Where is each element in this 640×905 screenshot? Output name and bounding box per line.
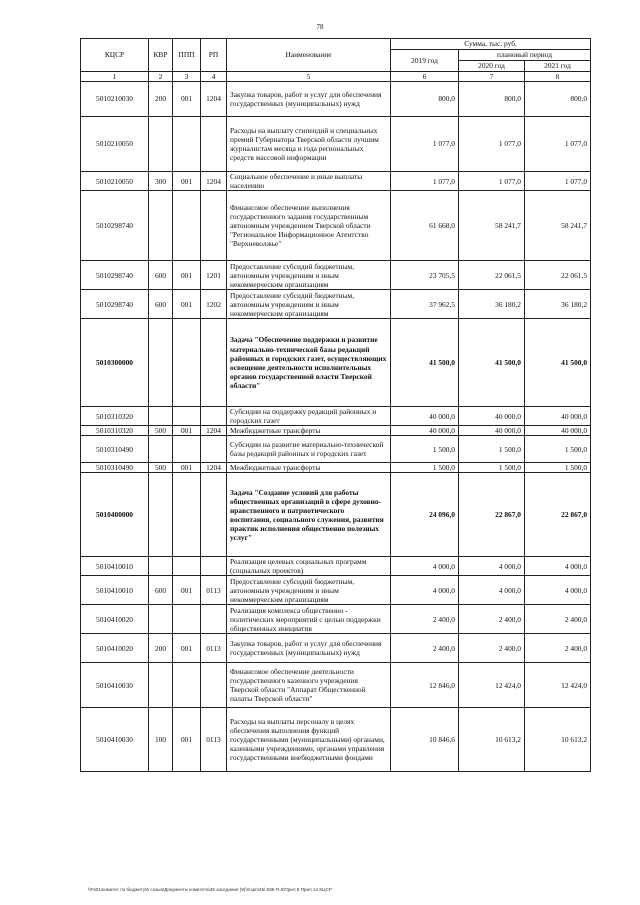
name-cell: Предоставление субсидий бюджетным, автономным учреждениям и иным некоммерческим организациям [227, 261, 391, 290]
sum-2020-cell: 1 077,0 [459, 117, 525, 172]
sum-2019-cell: 4 000,0 [391, 557, 459, 576]
ppp-cell [173, 436, 201, 463]
ppp-cell: 001 [173, 290, 201, 319]
kvr-cell: 200 [149, 82, 173, 117]
table-row [81, 605, 591, 634]
name-cell: Межбюджетные трансферты [227, 463, 391, 473]
column-index: 6 [391, 72, 459, 82]
table-body [81, 82, 591, 772]
table-row [81, 426, 591, 436]
table-row [81, 172, 591, 191]
kvr-cell: 600 [149, 261, 173, 290]
sum-2019-cell: 37 962,5 [391, 290, 459, 319]
sum-2019-cell: 40 000,0 [391, 426, 459, 436]
kvr-cell: 100 [149, 708, 173, 772]
kcsr-cell: 5010300000 [81, 319, 149, 407]
header-2020: 2020 год [459, 61, 525, 72]
sum-2020-cell: 1 500,0 [459, 436, 525, 463]
table-row [81, 82, 591, 117]
kcsr-cell: 5010410010 [81, 576, 149, 605]
sum-2020-cell: 22 867,0 [459, 473, 525, 557]
sum-2021-cell: 40 000,0 [525, 407, 591, 426]
column-index: 3 [173, 72, 201, 82]
table-row [81, 117, 591, 172]
sum-2019-cell: 41 500,0 [391, 319, 459, 407]
name-cell: Субсидии на поддержку редакций районных и городских газет [227, 407, 391, 426]
table-row [81, 576, 591, 605]
header-2019: 2019 год [391, 50, 459, 72]
sum-2021-cell: 40 000,0 [525, 426, 591, 436]
sum-2020-cell: 12 424,0 [459, 663, 525, 708]
rp-cell [201, 473, 227, 557]
header-rp: РП [201, 39, 227, 72]
name-cell: Задача "Обеспечение поддержки и развитие материально-технической базы редакций районных и городских газет, осуществляющих освещение деятельности исполнительных органов государственной власти Тверской области" [227, 319, 391, 407]
sum-2019-cell: 2 400,0 [391, 605, 459, 634]
rp-cell: 0113 [201, 634, 227, 663]
sum-2021-cell: 12 424,0 [525, 663, 591, 708]
header-ppp: ППП [173, 39, 201, 72]
kcsr-cell: 5010310320 [81, 407, 149, 426]
kcsr-cell: 5010310320 [81, 426, 149, 436]
sum-2020-cell: 4 000,0 [459, 557, 525, 576]
table-row [81, 557, 591, 576]
column-index: 7 [459, 72, 525, 82]
rp-cell: 1204 [201, 82, 227, 117]
sum-2020-cell: 36 180,2 [459, 290, 525, 319]
budget-table [80, 38, 591, 772]
kcsr-cell: 5010210050 [81, 117, 149, 172]
sum-2020-cell: 40 000,0 [459, 407, 525, 426]
sum-2021-cell: 2 400,0 [525, 605, 591, 634]
sum-2019-cell: 1 077,0 [391, 117, 459, 172]
sum-2021-cell: 22 061,5 [525, 261, 591, 290]
sum-2021-cell: 4 000,0 [525, 557, 591, 576]
name-cell: Предоставление субсидий бюджетным, автономным учреждениям и иным некоммерческим организациям [227, 290, 391, 319]
ppp-cell [173, 407, 201, 426]
sum-2019-cell: 61 668,0 [391, 191, 459, 261]
rp-cell: 1204 [201, 463, 227, 473]
name-cell: Закупка товаров, работ и услуг для обеспечения государственных (муниципальных) нужд [227, 634, 391, 663]
name-cell: Социальное обеспечение и иные выплаты населению [227, 172, 391, 191]
sum-2019-cell: 40 000,0 [391, 407, 459, 426]
column-index-row [81, 72, 591, 82]
ppp-cell: 001 [173, 172, 201, 191]
kcsr-cell: 5010310490 [81, 463, 149, 473]
kvr-cell [149, 663, 173, 708]
header-kvr: КВР [149, 39, 173, 72]
kcsr-cell: 5010298740 [81, 261, 149, 290]
name-cell: Предоставление субсидий бюджетным, автономным учреждениям и иным некоммерческим организациям [227, 576, 391, 605]
ppp-cell: 001 [173, 82, 201, 117]
ppp-cell [173, 117, 201, 172]
sum-2021-cell: 2 400,0 [525, 634, 591, 663]
sum-2020-cell: 2 400,0 [459, 605, 525, 634]
kvr-cell: 500 [149, 426, 173, 436]
ppp-cell: 001 [173, 576, 201, 605]
column-index: 4 [201, 72, 227, 82]
table-row [81, 261, 591, 290]
name-cell: Реализация комплекса общественно - политических мероприятий с целью поддержки общественных инициатив [227, 605, 391, 634]
sum-2019-cell: 12 846,0 [391, 663, 459, 708]
kcsr-cell: 5010400000 [81, 473, 149, 557]
page-number: 78 [316, 23, 324, 31]
kvr-cell [149, 436, 173, 463]
sum-2021-cell: 1 500,0 [525, 436, 591, 463]
rp-cell [201, 191, 227, 261]
rp-cell [201, 663, 227, 708]
table-row [81, 290, 591, 319]
table-row [81, 463, 591, 473]
kvr-cell [149, 605, 173, 634]
table-row [81, 407, 591, 426]
sum-2021-cell: 4 000,0 [525, 576, 591, 605]
ppp-cell [173, 473, 201, 557]
file-path-footer: \\Fs01\комитет по бюджету\6 созыв\Документы комитета\45 заседание (9)\п\зрп\45\ 838-П-6\Прил 8 Прил 14 КЦСР [88, 887, 332, 892]
name-cell: Межбюджетные трансферты [227, 426, 391, 436]
header-name: Наименование [227, 39, 391, 72]
rp-cell: 1202 [201, 290, 227, 319]
kcsr-cell: 5010298740 [81, 191, 149, 261]
sum-2020-cell: 1 500,0 [459, 463, 525, 473]
sum-2019-cell: 23 705,5 [391, 261, 459, 290]
kcsr-cell: 5010410030 [81, 663, 149, 708]
kcsr-cell: 5010410030 [81, 708, 149, 772]
sum-2020-cell: 22 061,5 [459, 261, 525, 290]
rp-cell: 1201 [201, 261, 227, 290]
ppp-cell: 001 [173, 426, 201, 436]
sum-2020-cell: 800,0 [459, 82, 525, 117]
name-cell: Финансовое обеспечение деятельности государственного казенного учреждения Тверской области "Аппарат Общественной палаты Тверской области" [227, 663, 391, 708]
ppp-cell [173, 557, 201, 576]
table-row [81, 436, 591, 463]
rp-cell: 1204 [201, 426, 227, 436]
sum-2019-cell: 800,0 [391, 82, 459, 117]
header-2021: 2021 год [525, 61, 591, 72]
rp-cell [201, 117, 227, 172]
rp-cell [201, 605, 227, 634]
name-cell: Расходы на выплату стипендий и специальных премий Губернатора Тверской области лучшим журналистам месяца и года региональных средств массовой информации [227, 117, 391, 172]
rp-cell [201, 557, 227, 576]
kcsr-cell: 5010210030 [81, 82, 149, 117]
header-kcsr: КЦСР [81, 39, 149, 72]
table-row [81, 473, 591, 557]
rp-cell [201, 436, 227, 463]
name-cell: Реализация целевых социальных программ (социальных проектов) [227, 557, 391, 576]
kvr-cell [149, 473, 173, 557]
sum-2021-cell: 22 867,0 [525, 473, 591, 557]
kvr-cell: 300 [149, 172, 173, 191]
sum-2021-cell: 1 077,0 [525, 117, 591, 172]
sum-2020-cell: 1 077,0 [459, 172, 525, 191]
sum-2019-cell: 4 000,0 [391, 576, 459, 605]
sum-2020-cell: 10 613,2 [459, 708, 525, 772]
table-row [81, 634, 591, 663]
ppp-cell [173, 319, 201, 407]
name-cell: Задача "Создание условий для работы общественных организаций в сфере духовно-нравственного и патриотического воспитания, социального служения, развития практик исполнения общественно полезных услуг" [227, 473, 391, 557]
sum-2019-cell: 1 077,0 [391, 172, 459, 191]
rp-cell [201, 407, 227, 426]
name-cell: Закупка товаров, работ и услуг для обеспечения государственных (муниципальных) нужд [227, 82, 391, 117]
rp-cell [201, 319, 227, 407]
sum-2019-cell: 10 846,6 [391, 708, 459, 772]
kvr-cell: 200 [149, 634, 173, 663]
name-cell: Расходы на выплаты персоналу в целях обеспечения выполнения функций государственными (муниципальными) органами, казенными учреждениями, органами управления государственными внебюджетными фондами [227, 708, 391, 772]
sum-2019-cell: 24 096,0 [391, 473, 459, 557]
kcsr-cell: 5010310490 [81, 436, 149, 463]
table-row [81, 319, 591, 407]
kvr-cell [149, 557, 173, 576]
ppp-cell: 001 [173, 463, 201, 473]
table-row [81, 708, 591, 772]
kcsr-cell: 5010298740 [81, 290, 149, 319]
kvr-cell [149, 407, 173, 426]
ppp-cell [173, 605, 201, 634]
sum-2021-cell: 800,0 [525, 82, 591, 117]
name-cell: Финансовое обеспечение выполнения государственного задания государственным автономным учреждением Тверской области "Региональное Информационное Агентство "Верхневолжье" [227, 191, 391, 261]
sum-2020-cell: 40 000,0 [459, 426, 525, 436]
header-sum: Сумма, тыс. руб. [391, 39, 591, 50]
column-index: 8 [525, 72, 591, 82]
rp-cell: 0113 [201, 708, 227, 772]
kcsr-cell: 5010210050 [81, 172, 149, 191]
kvr-cell [149, 191, 173, 261]
ppp-cell [173, 191, 201, 261]
kvr-cell: 600 [149, 576, 173, 605]
header-plan-period: плановый период [459, 50, 591, 61]
sum-2019-cell: 1 500,0 [391, 436, 459, 463]
ppp-cell [173, 663, 201, 708]
table-row [81, 191, 591, 261]
sum-2021-cell: 1 077,0 [525, 172, 591, 191]
table-row [81, 663, 591, 708]
sum-2020-cell: 2 400,0 [459, 634, 525, 663]
kvr-cell [149, 319, 173, 407]
name-cell: Субсидии на развитие материально-технической базы редакций районных и городских газет [227, 436, 391, 463]
rp-cell: 0113 [201, 576, 227, 605]
kcsr-cell: 5010410010 [81, 557, 149, 576]
kcsr-cell: 5010410020 [81, 605, 149, 634]
rp-cell: 1204 [201, 172, 227, 191]
ppp-cell: 001 [173, 261, 201, 290]
ppp-cell: 001 [173, 634, 201, 663]
column-index: 2 [149, 72, 173, 82]
kvr-cell: 600 [149, 290, 173, 319]
ppp-cell: 001 [173, 708, 201, 772]
sum-2019-cell: 1 500,0 [391, 463, 459, 473]
column-index: 5 [227, 72, 391, 82]
kvr-cell [149, 117, 173, 172]
sum-2021-cell: 41 500,0 [525, 319, 591, 407]
sum-2021-cell: 1 500,0 [525, 463, 591, 473]
sum-2019-cell: 2 400,0 [391, 634, 459, 663]
sum-2020-cell: 58 241,7 [459, 191, 525, 261]
kcsr-cell: 5010410020 [81, 634, 149, 663]
sum-2020-cell: 4 000,0 [459, 576, 525, 605]
sum-2020-cell: 41 500,0 [459, 319, 525, 407]
sum-2021-cell: 36 180,2 [525, 290, 591, 319]
column-index: 1 [81, 72, 149, 82]
sum-2021-cell: 10 613,2 [525, 708, 591, 772]
kvr-cell: 500 [149, 463, 173, 473]
sum-2021-cell: 58 241,7 [525, 191, 591, 261]
